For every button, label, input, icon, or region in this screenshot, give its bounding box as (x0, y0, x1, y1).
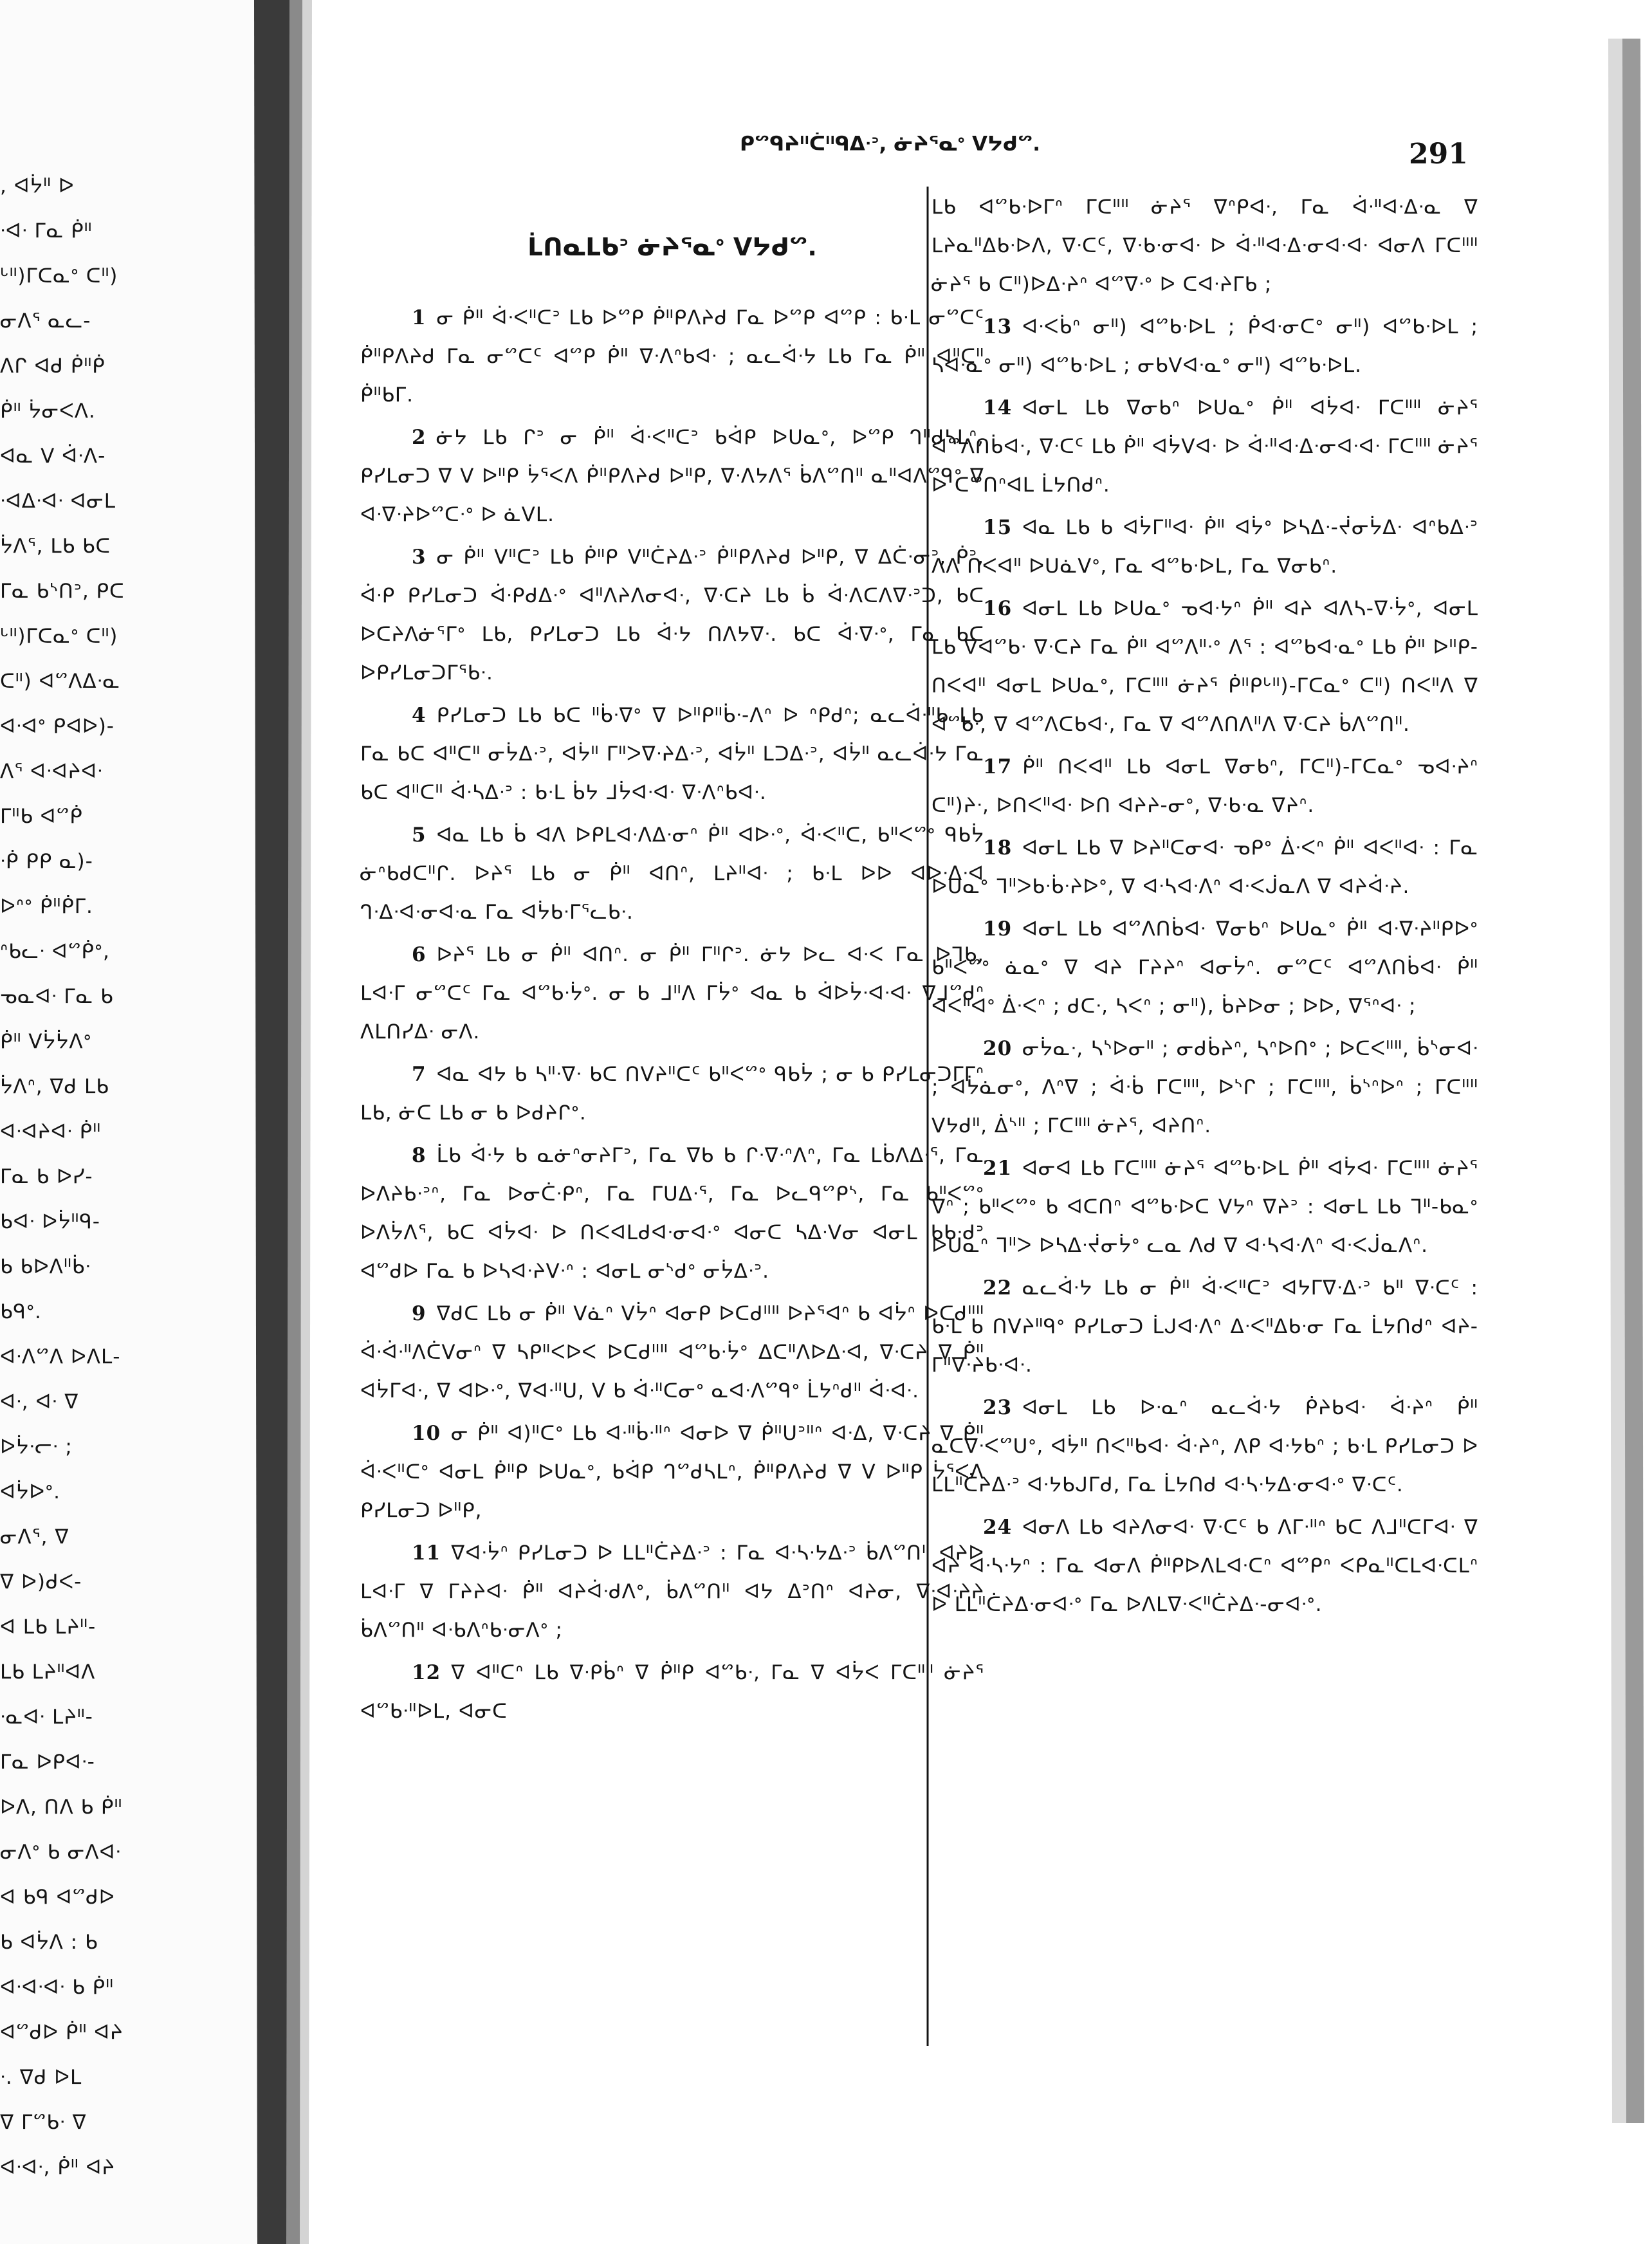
verse (360, 816, 984, 932)
left-page-line: ᓂᐱᕐ ᓇᓚ- (0, 309, 91, 333)
verse-number: 13 (983, 315, 1013, 338)
verse-number: 14 (983, 396, 1013, 419)
verse-text: ᐊᓂᒪ ᒪᑲ ᐁᓂᑲᐢ ᐅᑌᓇᐤ ᑮᐦ ᐊᔮᐊᐧ ᒥᑕᐦᐦ ᓃᔨᕐ ᐊᔥᐱᑎᑳᐊᐧ, ᐁᐧᑕᑦ ᒪᑲ ᑮᐦ ᐊᔮᐯᐊᐧ ᐅ ᐋᐧᐦᐊᐧᐃᐧᓂᐊᐧᐊᐧ ᒥᑕᐦᐦ ᓃᔨᕐ ᐅ ᑕᔥᑎᐢᐊᒪ ᒫᔭᑎᑯᐢ. (932, 396, 1478, 497)
verse-text: ᐁᑯᑕ ᒪᑲ ᓂ ᑮᐦ ᐯᓈᐢ ᐯᔮᐢ ᐊᓂᑭ ᐅᑕᑯᐦᐦ ᐅᔨᕐᐊᐢ ᑲ ᐊᔮᐢ ᐅᑕᑯᐦᐦ ᐋᐧᐋᐧᐦᐱᑖᐯᓂᐢ ᐁ ᓴᑭᐦᐸᐅᐸ ᐅᑕᑯᐦᐦ ᐊᔥᑲᐧᔮᐤ ᐃᑕᐦᐱᐅᐃᐧᐊ, ᐁᐧᑕᔨ ᐁ ᑮᐦ ᐊᔮᒥᐊᐧ, ᐁ ᐊᐅᐧᐤ, ᐁᐊᐧᐦᑌ, ᐯ ᑲ ᐋᐧᐦᑕᓂᐤ ᓇᐊᐧᐱᔥᑫᐤ ᒫᔭᐢᑯᐦ ᐋᐧᐊᐧ. (360, 1302, 984, 1402)
verse-number: 9 (412, 1302, 427, 1325)
left-page-line: ᐊᓇ ᐯ ᐋᐧᐱ- (0, 445, 106, 468)
verse (932, 829, 1478, 906)
left-page-line: ᐊᔥᑯᐅ ᑮᐦ ᐊᔨ (0, 2021, 124, 2044)
verse-number: 12 (412, 1661, 441, 1684)
left-page-line: ᐊᐧᐱᔥᐱ ᐅᐱᒪ- (0, 1345, 121, 1368)
verse-text: ᐊᓇ ᐊᔭ ᑲ ᓴᐦᐧᐁᐧ ᑲᑕ ᑎᐯᔨᐦᑕᑦ ᑲᐦᐸᔥᐤ ᑫᑲᔮ ; ᓂ ᑲ ᑭᓯᒪᓂᑐᒥᒥᐢ ᒪᑲ, ᓃᑕ ᒪᑲ ᓂ ᑲ ᐅᑯᔨᒋᐤ. (360, 1063, 984, 1125)
verse-text: ᐁ ᐊᐦᑕᐢ ᒪᑲ ᐁᐧᑭᑳᐢ ᐁ ᑮᐦᑭ ᐊᔥᑲᐧ, ᒥᓇ ᐁ ᐊᔮᐸ ᒥᑕᐦᐦ ᓃᔨᕐ ᐊᔥᑲᐧᐦᐅᒪ, ᐊᓂᑕ (360, 1661, 984, 1723)
verse (932, 1508, 1478, 1624)
verse-number: 8 (412, 1144, 427, 1167)
verse-text: ᓃᔭ ᒪᑲ ᒋᐣ ᓂ ᑮᐦ ᐋᐧᐸᐦᑕᐣ ᑲᐋᑭ ᐅᑌᓇᐤ, ᐅᔥᑭ ᒉᐦᑯᓴᒪᐢ, ᑭᓯᒪᓂᑐ ᐁ ᐯ ᐅᐦᑭ ᔮᕐᐸᐱ ᑮᐦᑭᐱᔨᑯ ᐅᐦᑭ, ᐁᐧᐱᔭᐱᕐ ᑳᐱᔥᑎᐦ ᓇᐦᐊᐱᔥᑫᐤ ᐁ ᐊᐧᐁᐧᔨᐅᔥᑕᐧᐤ ᐅ ᓈᐯᒪ. (360, 426, 984, 526)
left-page-line: ᒪᑲ ᒪᔨᐦᐊᐱ (0, 1660, 96, 1684)
left-page-line: ᑲᐊᐧ ᐅᔮᐦᑫ- (0, 1210, 100, 1233)
verse-text: ᐊᓂᒪ ᒪᑲ ᐅᐧᓇᐢ ᓇᓚᐋᐧᔭ ᑮᔨᑲᐊᐧ ᐋᐧᔨᐢ ᑮᐦ ᓇᑕᐁᐧᐸᔥᑌᐤ, ᐊᔮᐦ ᑎᐸᐦᑲᐊᐧ ᐋᐧᔨᐢ, ᐱᑭ ᐊᐧᔭᑲᐢ ; ᑲᐧᒪ ᑭᓯᒪᓂᑐ ᐅ ᒪᒪᐦᑖᔨᐃᐧᐣ ᐊᐧᔭᑲᒍᒥᑯ, ᒥᓇ ᒫᔭᑎᑯ ᐊᐧᓴᐧᔭᐃᐧᓂᐊᐧᐤ ᐁᐧᑕᑦ. (932, 1396, 1478, 1496)
verse-number: 10 (412, 1422, 441, 1445)
verse-number: 24 (983, 1516, 1013, 1539)
left-page-line: ᐊᐧᐊᐧᐊᐧ ᑲ ᑮᐦ (0, 1976, 114, 1999)
verse-number: 3 (412, 546, 427, 569)
left-page-fragment (0, 0, 261, 2244)
left-page-line: ᑕᐦ) ᐊᔥᐱᐃᐧᓇ (0, 670, 120, 693)
verse-number: 18 (983, 836, 1013, 860)
verse-text: ᐅᔨᕐ ᒪᑲ ᓂ ᑮᐦ ᐊᑎᐢ. ᓂ ᑮᐦ ᒥᐦᒋᐣ. ᓃᔭ ᐅᓚ ᐊᐧᐸ ᒥᓇ ᐅᒣᑲ, ᒪᐊᐧᒥ ᓂᔥᑕᑦ ᒥᓇ ᐊᔥᑲᐧᔮᐤ. ᓂ ᑲ ᒧᐦᐱ ᒥᔮᐤ ᐊᓇ ᑲ ᐋᐅᔮᐧᐊᐧᐊᐧ ᐁᒧᔥᑯᐢ ᐱᒪᑎᓯᐃᐧ ᓂᐱ. (360, 943, 984, 1044)
left-page-line: ᓂᐱᕐ, ᐁ (0, 1525, 69, 1549)
left-page-line: ᐊᐧ, ᐊᐧ ᐁ (0, 1390, 79, 1413)
left-page-line: ᐅᐢᐤ ᑮᐦᑮᒥ. (0, 895, 93, 918)
verse (360, 418, 984, 534)
verse (360, 299, 984, 414)
left-page-line: ᒥᓇ ᑲᔅᑎᐣ, ᑭᑕ (0, 580, 125, 603)
verse (360, 1136, 984, 1291)
left-page-line: ᒥᓇ ᐅᑭᐊᐧ- (0, 1751, 95, 1774)
left-page-line: ᒡᐦ)ᒥᑕᓇᐤ ᑕᐦ) (0, 625, 118, 648)
verse-text: ᐊᓂᒪ ᒪᑲ ᐅᑌᓇᐤ ᓀᐊᐧᔭᐢ ᑮᐦ ᐊᔨ ᐊᐱᓴ-ᐁᐧᔮᐤ, ᐊᓂᒪ ᒪᑲ ᐁᐊᔥᑲᐧ ᐁᐧᑕᔨ ᒥᓇ ᑮᐦ ᐊᔥᐱᐦᐧᐤ ᐱᕐ : ᐊᔥᑲᐊᐧᓇᐤ ᒪᑲ ᑮᐦ ᐅᐦᑭ-ᑎᐸᐊᐦ ᐊᓂᒪ ᐅᑌᓇᐤ, ᒥᑕᐦᐦ ᓃᔨᕐ ᑮᐦᑭᒡᐦ)-ᒥᑕᓇᐤ ᑕᐦ) ᑎᐸᐦᐱ ᐁ ᐊᔥᑲᐧ, ᐁ ᐊᔥᐱᑕᑲᐊᐧ, ᒥᓇ ᐁ ᐊᔥᐱᑎᐱᐦᐱ ᐁᐧᑕᔨ ᑳᐱᔥᑎᐦ. (932, 597, 1478, 736)
left-page-line: , ᐊᔮᐦ ᐅ (0, 174, 75, 198)
left-page-line: ᐊᐧᐊᐧ, ᑮᐦ ᐊᔨ (0, 2156, 115, 2179)
verse (932, 508, 1478, 585)
left-page-line: ᑲᑫᐤ. (0, 1300, 42, 1323)
verse (360, 1414, 984, 1530)
left-page-line: ᐧᐊᐧ ᒥᓇ ᑮᐦ (0, 219, 93, 243)
left-page-line: ᐁ ᒥᔥᑲᐧ ᐁ (0, 2111, 87, 2134)
verse (360, 696, 984, 812)
left-page-line: ᑲ ᐊᔮᐱ : ᑲ (0, 1931, 98, 1954)
verse-number: 17 (983, 755, 1013, 778)
verse-number: 21 (983, 1157, 1013, 1180)
verse-number: 6 (412, 943, 427, 966)
left-page-line: ᐅᔮᐧᓕᐧ ; (0, 1435, 73, 1458)
verse (360, 1294, 984, 1410)
verse-text: ᓂ ᑮᐦ ᐯᐦᑕᐣ ᒪᑲ ᑮᐦᑭ ᐯᐦᑖᔨᐃᐧᐣ ᑮᐦᑭᐱᔨᑯ ᐅᐦᑭ, ᐁ ᐃᑖᐧᓂᐣ, ᑮᐣ, ᐋᐧᑭ ᑭᓯᒪᓂᑐ ᐋᐧᑭᑯᐃᐧᐤ ᐊᐦᐱᔨᐱᓂᐊᐧ, ᐁᐧᑕᔨ ᒪᑲ ᑳ ᐋᐧᐱᑕᐱᐁᐧᐣᑐ, ᑲᑕ ᐅᑕᔨᐱᓃᕐᒥᐤ ᒪᑲ, ᑭᓯᒪᓂᑐ ᒪᑲ ᐋᐧᔭ ᑎᐱᔭᐁᐧ. ᑲᑕ ᐋᐧᐁᐧᐤ, ᒥᓇ ᑲᑕ ᐅᑭᓯᒪᓂᑐᒥᕐᑲᐧ. (360, 546, 984, 685)
left-page-line: ᐊᐧᐊᐤ ᑭᐊᐅ)- (0, 715, 115, 738)
verse-number: 15 (983, 516, 1013, 539)
verse-number: 22 (983, 1276, 1013, 1300)
verse-number: 5 (412, 823, 427, 847)
left-page-line: ᐊ ᒪᑲ ᒪᔨᐦ- (0, 1615, 96, 1639)
left-column (360, 207, 984, 2150)
left-page-line: ᐧᓇᐊᐧ ᒪᔨᐦ- (0, 1706, 93, 1729)
verse-text: ᓇᓚᐋᐧᔭ ᒪᑲ ᓂ ᑮᐦ ᐋᐧᐸᐦᑕᐣ ᐊᔭᒥᐁᐧᐃᐧᐣ ᑲᐦ ᐁᐧᑕᑦ : ᑲᐧᒪ ᑲ ᑎᐯᔨᐦᑫᐤ ᑭᓯᒪᓂᑐ ᒫᒍᐊᐧᐱᐢ ᐃᐧᐸᐦᐃᑲᐧᓂ ᒥᓇ ᒫᔭᑎᑯᐢ ᐊᔨ-ᒥᐦᐁᐧᔨᑲᐧᐊᐧ. (932, 1276, 1478, 1377)
left-page-line: ᐱᒋ ᐊᑯ ᑮᐦᑮ (0, 354, 106, 378)
left-page-line: ᓀᓇᐊᐧ ᒥᓇ ᑲ (0, 985, 114, 1008)
right-column (932, 188, 1478, 2131)
verse (932, 389, 1478, 504)
running-head: ᑭᔥᑫᔨᐦᑖᐦᑫᐃᐧᐣ, ᓃᔨᕐᓇᐤ ᐯᔭᑯᔥ. (740, 133, 1040, 156)
verse (932, 910, 1478, 1025)
verse (932, 308, 1478, 385)
verse (932, 589, 1478, 744)
verse-number: 11 (412, 1541, 441, 1565)
left-page-line: ᐊᐧᐊᔨᐊᐧ ᑮᐦ (0, 1120, 102, 1143)
left-page-line: ᔮᐱᕐ, ᒪᑲ ᑲᑕ (0, 535, 111, 558)
left-page-line: ᓂᐱᐤ ᑲ ᓂᐱᐊᐧ (0, 1841, 122, 1864)
verse-text: ᐊᓇ ᒪᑲ ᑲ ᐊᔮᒥᐦᐊᐧ ᑮᐦ ᐊᔮᐤ ᐅᓴᐃᐧ-ᔫᓂᔮᐃᐧ ᐊᐢᑲᐃᐧᐣ ᐱᐱ ᑎᐸᐊᐦ ᐅᑌᓈᐯᐤ, ᒥᓇ ᐊᔥᑲᐧᐅᒪ, ᒥᓇ ᐁᓂᑲᐢ. (932, 516, 1478, 578)
verse (360, 538, 984, 692)
verse-text: ᐊᓇ ᒪᑲ ᑳ ᐊᐱ ᐅᑭᒪᐊᐧᐱᐃᐧᓂᐢ ᑮᐦ ᐊᐅᐧᐤ, ᐋᐧᐸᐦᑕ, ᑲᐦᐸᔥᐤ ᑫᑲᔮ ᓃᐢᑲᑯᑕᐦᒋ. ᐅᔨᕐ ᒪᑲ ᓂ ᑮᐦ ᐊᑎᐢ, ᒪᔨᐦᐊᐧ ; ᑲᐧᒪ ᐅᐅ ᐊᐅᐧᐃᐧᐊ ᒉᐧᐃᐧᐊᐧᓂᐊᐧᓇ ᒥᓇ ᐊᔮᑲᐧᒥᕐᓚᑲᐧ. (360, 823, 984, 924)
verse-number: 2 (412, 426, 427, 449)
verse (360, 1534, 984, 1650)
left-page-line: ᐅᐱ, ᑎᐱ ᑲ ᑮᐦ (0, 1796, 123, 1819)
left-page-line: ᐊᔮᐅᐤ. (0, 1480, 61, 1504)
verse (932, 1149, 1478, 1265)
verse-text: ᑭᓯᒪᓂᑐ ᒪᑲ ᑲᑕ ᐦᑳᐧᐁᐤ ᐁ ᐅᐦᑭᐦᑳᐧ-ᐱᐢ ᐅ ᐢᑭᑯᐢ; ᓇᓚᐋᐧᐦᑲ ᒪᑲ ᒥᓇ ᑲᑕ ᐊᐦᑕᐦ ᓂᔮᐃᐧᐣ, ᐊᔮᐦ ᒥᐦᐳᐁᐧᔨᐃᐧᐣ, ᐊᔮᐦ ᒪᑐᐃᐧᐣ, ᐊᔮᐦ ᓇᓚᐋᐧᔭ ᒥᓇ ᑲᑕ ᐊᐦᑕᐦ ᐋᐧᓴᐃᐧᐣ : ᑲᐧᒪ ᑳᔭ ᒧᔮᐊᐧᐊᐧ ᐁᐧᐱᐢᑲᐊᐧ. (360, 704, 984, 804)
verse (932, 748, 1478, 825)
verse-number: 23 (983, 1396, 1013, 1419)
verse (360, 1055, 984, 1132)
verse-text: ᓂ ᑮᐦ ᐋᐧᐸᐦᑕᐣ ᒪᑲ ᐅᔥᑭ ᑮᐦᑭᐱᔨᑯ ᒥᓇ ᐅᔥᑭ ᐊᔥᑭ : ᑲᐧᒪ ᓂᔥᑕᑦ ᑮᐦᑭᐱᔨᑯ ᒥᓇ ᓂᔥᑕᑦ ᐊᔥᑭ ᑮᐦ ᐁᐧᐱᐢᑲᐊᐧ ; ᓇᓚᐋᐧᔭ ᒪᑲ ᒥᓇ ᑮᐦ ᐊᐦᑕᐦ ᑮᐦᑲᒥ. (360, 306, 984, 407)
left-page-line: ᐱᕐ ᐊᐧᐊᔨᐊᐧ (0, 760, 103, 783)
verse-number: 20 (983, 1037, 1013, 1060)
verse-text: ᐊᓂᒪ ᒪᑲ ᐁ ᐅᔨᐦᑕᓂᐊᐧ ᓀᑭᐤ ᐄᐧᐸᐢ ᑮᐦ ᐊᐸᐦᐊᐧ : ᒥᓇ ᐅᑌᓇᐤ ᒣᐦᐳᑲᐧᑳᐧᔨᐅᐤ, ᐁ ᐊᐧᓴᐊᐧᐱᐢ ᐊᐧᐸᒎᓇᐱ ᐁ ᐊᔨᐋᐧᔨ. (932, 836, 1478, 898)
verse-text: ᒪᑲ ᐊᔥᑲᐧᐅᒥᐢ ᒥᑕᐦᐦ ᓃᔨᕐ ᐁᐢᑭᐊᐧ, ᒥᓇ ᐋᐧᐦᐊᐧᐃᐧᓇ ᐁ ᒪᔨᓇᐦᐃᑲᐧᐅᐱ, ᐁᐧᑕᑦ, ᐁᐧᑲᐧᓂᐊᐧ ᐅ ᐋᐧᐦᐊᐧᐃᐧᓂᐊᐧᐊᐧ ᐊᓂᐱ ᒥᑕᐦᐦ ᓃᔨᕐ ᑲ ᑕᐦ)ᐅᐃᐧᔨᐢ ᐊᔥᐁᐧᐤ ᐅ ᑕᐊᐧᔨᒥᑲ ; (932, 196, 1478, 296)
verse-text: ᓂᔮᓇᐧ, ᓴᔅᐅᓂᐦ ; ᓂᑯᑳᔨᐢ, ᓴᐢᐅᑎᐤ ; ᐅᑕᐸᐦᐦ, ᑳᔅᓂᐊᐧ ; ᐊᔮᓈᓂᐤ, ᐱᐢᐁ ; ᐋᐧᑳ ᒥᑕᐦᐦ, ᐅᔅᒋ ; ᒥᑕᐦᐦ, ᑳᔅᐢᐅᐢ ; ᒥᑕᐦᐦ ᐯᔭᑯᐦ, ᐄᔅᐦ ; ᒥᑕᐦᐦ ᓃᔨᕐ, ᐊᔨᑎᐢ. (932, 1037, 1478, 1137)
verse-number: 7 (412, 1063, 427, 1086)
verse (932, 1388, 1478, 1504)
verse-number: 4 (412, 704, 427, 727)
left-page-line: ᒥᐦᑲ ᐊᔥᑮ (0, 805, 83, 828)
verse-text: ᒫᑲ ᐋᐧᔭ ᑲ ᓇᓃᐢᓂᔨᒥᐣ, ᒥᓇ ᐁᑲ ᑲ ᒋᐧᐁᐧᐢᐱᐢ, ᒥᓇ ᒪᑳᐱᐃᐧᕐ, ᒥᓇ ᐅᐱᔨᑲᐧᐣᐢ, ᒥᓇ ᐅᓂᑖᐧᑭᐢ, ᒥᓇ ᒥᑌᐃᐧᕐ, ᒥᓇ ᐅᓚᑫᔥᑭᔅ, ᒥᓇ ᑲᐦᐸᔥᐤ ᐅᐱᔮᐱᕐ, ᑲᑕ ᐊᔮᐊᐧ ᐅ ᑎᐸᐊᒪᑯᐊᐧᓂᐊᐧᐤ ᐊᓂᑕ ᓴᐃᐧᐯᓂ ᐊᓂᒪ ᑲᑲᐧᑯᐣ ᐊᔥᑯᐅ ᒥᓇ ᑲ ᐅᓴᐊᐧᔨᐯᐧᐢ : ᐊᓂᒪ ᓂᔅᑯᐤ ᓂᔮᐃᐧᐣ. (360, 1144, 984, 1283)
left-page-line: ᑲ ᑲᐅᐱᐦᑳᐧ (0, 1255, 91, 1278)
left-page-line: ᒡᐦ)ᒥᑕᓇᐤ ᑕᐦ) (0, 264, 118, 288)
verse-text: ᐁᐊᐧᔮᐢ ᑭᓯᒪᓂᑐ ᐅ ᒪᒪᐦᑖᔨᐃᐧᐣ : ᒥᓇ ᐊᐧᓴᐧᔭᐃᐧᐣ ᑳᐱᔥᑎᐦ ᐊᔨᐅ ᒪᐊᐧᒥ ᐁ ᒥᔨᔨᐊᐧ ᑮᐦ ᐊᔨᐋᐧᑯᐱᐤ, ᑳᐱᔥᑎᐦ ᐊᔭ ᐃᐣᑎᐢ ᐊᔨᓂ, ᐁᐧᐊᐧᔨᔨ ᑳᐱᔥᑎᐦ ᐊᐧᑲᐱᐢᑲᐧᓂᐱᐤ ; (360, 1541, 984, 1642)
verse-text: ᐊᓂᒪ ᒪᑲ ᐊᔥᐱᑎᑳᐊᐧ ᐁᓂᑲᐢ ᐅᑌᓇᐤ ᑮᐦ ᐊᐧᐁᐧᔨᐦᑭᐅᐤ ᑲᐦᐸᔥᐤ ᓈᓇᐤ ᐁ ᐊᔨ ᒥᔨᔨᐢ ᐊᓂᔮᐢ. ᓂᔥᑕᑦ ᐊᔥᐱᑎᑳᐊᐧ ᑮᐦ ᐊᐸᐦᐊᐤ ᐄᐧᐸᐢ ; ᑯᑕᐧ, ᓴᐸᐢ ; ᓂᐦ), ᑳᔨᐅᓂ ; ᐅᐅ, ᐁᕐᐢᐊᐧ ; (932, 917, 1478, 1018)
verse-text: ᐊᓂᐱ ᒪᑲ ᐊᔨᐱᓂᐊᐧ ᐁᐧᑕᑦ ᑲ ᐱᒥᐧᐦᐢ ᑲᑕ ᐱᒧᐦᑕᒥᐊᐧ ᐁ ᐊᔨ ᐊᐧᓴᐧᔭᐢ : ᒥᓇ ᐊᓂᐱ ᑮᐦᑭᐅᐱᒪᐊᐧᑕᐢ ᐊᔥᑭᐢ ᐸᑭᓇᐦᑕᒪᐊᐧᑕᒪᐢ ᐅ ᒪᒪᐦᑖᔨᐃᐧᓂᐊᐧᐤ ᒥᓇ ᐅᐱᒪᐁᐧᐸᐦᑖᔨᐃᐧ-ᓂᐊᐧᐤ. (932, 1516, 1478, 1616)
verse-text: ᐊᐧᐸᑳᐢ ᓂᐦ) ᐊᔥᑲᐧᐅᒪ ; ᑮᐊᐧᓂᑕᐤ ᓂᐦ) ᐊᔥᑲᐧᐅᒪ ; ᓴᐊᐧᓇᐤ ᓂᐦ) ᐊᔥᑲᐧᐅᒪ ; ᓂᑲᐯᐊᐧᓇᐤ ᓂᐦ) ᐊᔥᑲᐧᐅᒪ. (932, 315, 1478, 377)
page-number: 291 (1409, 138, 1468, 170)
left-page-line: ᐧᑮ ᑭᑭ ᓇ)- (0, 850, 93, 873)
verse-number: 1 (412, 306, 427, 329)
left-page-line: ᔮᐱᐢ, ᐁᑯ ᒪᑲ (0, 1075, 109, 1098)
left-page-line: ᐊ ᑲᑫ ᐊᔥᑯᐅ (0, 1886, 115, 1909)
left-page-line: ᐢᑲᓚᐧ ᐊᔥᑮᐤ, (0, 940, 110, 963)
verse (360, 1653, 984, 1731)
left-page-line: ᑮᐦ ᔮᓂᐸᐱ. (0, 400, 96, 423)
verse (932, 1029, 1478, 1145)
verse-text: ᓂ ᑮᐦ ᐊ)ᐦᑕᐤ ᒪᑲ ᐊᐧᐦᑳᐧᐦᐢ ᐊᓂᐅ ᐁ ᑮᐦᑌᐣᐦᐢ ᐊᐧᐃ, ᐁᐧᑕᔨ ᐁ ᑮᐦ ᐋᐧᐸᐦᑕᐤ ᐊᓂᒪ ᑮᐦᑭ ᐅᑌᓇᐤ, ᑲᐋᑭ ᒉᔥᑯᓴᒪᐢ, ᑮᐦᑭᐱᔨᑯ ᐁ ᐯ ᐅᐦᑭ ᔮᕐᐸᐱ ᑭᓯᒪᓂᑐ ᐅᐦᑭ, (360, 1422, 984, 1522)
verse (360, 935, 984, 1051)
verse (932, 188, 1478, 304)
verse-text: ᑮᐦ ᑎᐸᐊᐦ ᒪᑲ ᐊᓂᒪ ᐁᓂᑲᐢ, ᒥᑕᐦ)-ᒥᑕᓇᐤ ᓀᐊᐧᔨᐢ ᑕᐦ)ᔨᐧ, ᐅᑎᐸᐦᐊᐧ ᐅᑎ ᐊᔨᔨ-ᓂᐤ, ᐁᐧᑲᐧᓇ ᐁᔨᐢ. (932, 755, 1478, 817)
verse-text: ᐊᓂᐊ ᒪᑲ ᒥᑕᐦᐦ ᓃᔨᕐ ᐊᔥᑲᐧᐅᒪ ᑮᐦ ᐊᔮᐊᐧ ᒥᑕᐦᐦ ᓃᔨᕐ ᐁᐢ ; ᑲᐦᐸᔥᐤ ᑲ ᐊᑕᑎᐢ ᐊᔥᑲᐧᐅᑕ ᐯᔭᐢ ᐁᔨᐣ : ᐊᓂᒪ ᒪᑲ ᒣᐦ-ᑲᓇᐤ ᐅᑌᓇᐢ ᒣᐦᐳ ᐅᓴᐃᐧᔫᓂᔮᐤ ᓚᓇ ᐱᑯ ᐁ ᐊᐧᓴᐊᐧᐱᐢ ᐊᐧᐸᒎᓇᐱᐢ. (932, 1157, 1478, 1257)
verse-number: 19 (983, 917, 1013, 941)
left-page-line: ᐁ ᐅ)ᑯᐸ- (0, 1570, 82, 1594)
left-page-line: ᐧᐊᐃᐧᐊᐧ ᐊᓂᒪ (0, 490, 116, 513)
verse (932, 1269, 1478, 1384)
left-page-line: ᑮᐦ ᐯᔮᔮᐱᐤ (0, 1030, 92, 1053)
left-page-line: ᐧ. ᐁᑯ ᐅᒪ (0, 2066, 82, 2089)
section-title: ᒫᑎᓇᒪᑲᐣ ᓃᔨᕐᓇᐤ ᐯᔭᑯᔥ. (528, 233, 817, 261)
left-page-line: ᒥᓇ ᑲ ᐅᓯ- (0, 1165, 93, 1188)
verse-number: 16 (983, 597, 1013, 620)
